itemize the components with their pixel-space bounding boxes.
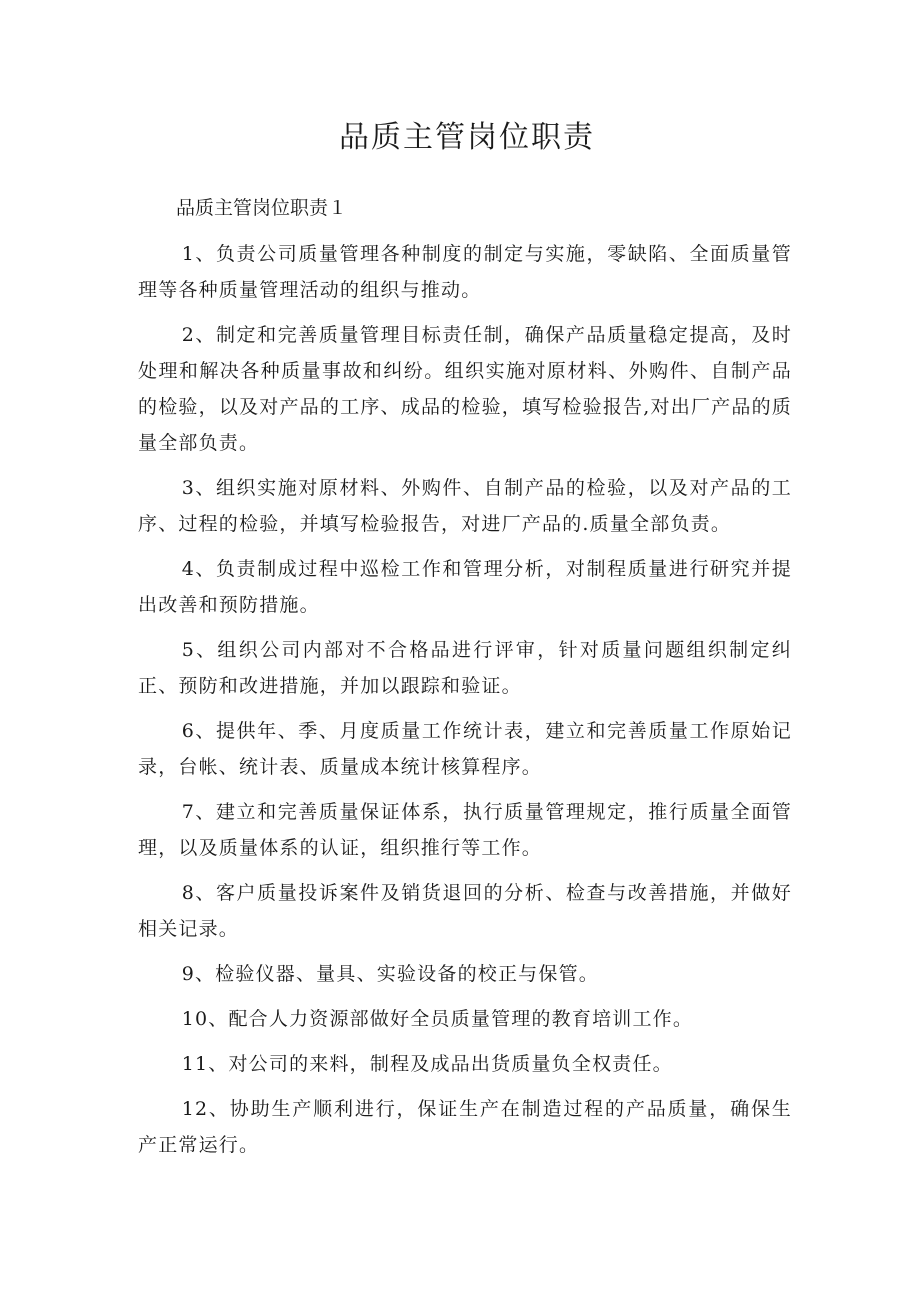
document-title: 品质主管岗位职责	[339, 120, 595, 155]
duty-item-1: 1、负责公司质量管理各种制度的制定与实施，零缺陷、全面质量管理等各种质量管理活动的组织与推动。	[138, 243, 792, 301]
duty-item-3: 3、组织实施对原材料、外购件、自制产品的检验，以及对产品的工序、过程的检验，并填写检验报告，对进厂产品的.质量全部负责。	[138, 477, 792, 535]
duty-item-10: 10、配合人力资源部做好全员质量管理的教育培训工作。	[181, 1008, 694, 1030]
duty-item-12: 12、协助生产顺利进行，保证生产在制造过程的产品质量，确保生产正常运行。	[138, 1098, 792, 1156]
duty-item-7: 7、建立和完善质量保证体系，执行质量管理规定，推行质量全面管理，以及质量体系的认证，组织推行等工作。	[138, 801, 792, 859]
duty-item-8: 8、客户质量投诉案件及销货退回的分析、检查与改善措施，并做好相关记录。	[138, 882, 792, 940]
duty-item-2: 2、制定和完善质量管理目标责任制，确保产品质量稳定提高，及时处理和解决各种质量事故和纠纷。组织实施对原材料、外购件、自制产品的检验，以及对产品的工序、成品的检验，填写检验报告,对出厂产品的质量全部负责。	[138, 324, 792, 454]
duty-item-6: 6、提供年、季、月度质量工作统计表，建立和完善质量工作原始记录，台帐、统计表、质量成本统计核算程序。	[138, 720, 792, 778]
duty-item-5: 5、组织公司内部对不合格品进行评审，针对质量问题组织制定纠正、预防和改进措施，并加以跟踪和验证。	[138, 639, 792, 697]
duty-item-9: 9、检验仪器、量具、实验设备的校正与保管。	[181, 963, 599, 985]
duty-item-4: 4、负责制成过程中巡检工作和管理分析，对制程质量进行研究并提出改善和预防措施。	[138, 558, 792, 616]
section-title: 品质主管岗位职责１	[176, 197, 348, 219]
duty-item-11: 11、对公司的来料，制程及成品出货质量负全权责任。	[181, 1053, 673, 1075]
